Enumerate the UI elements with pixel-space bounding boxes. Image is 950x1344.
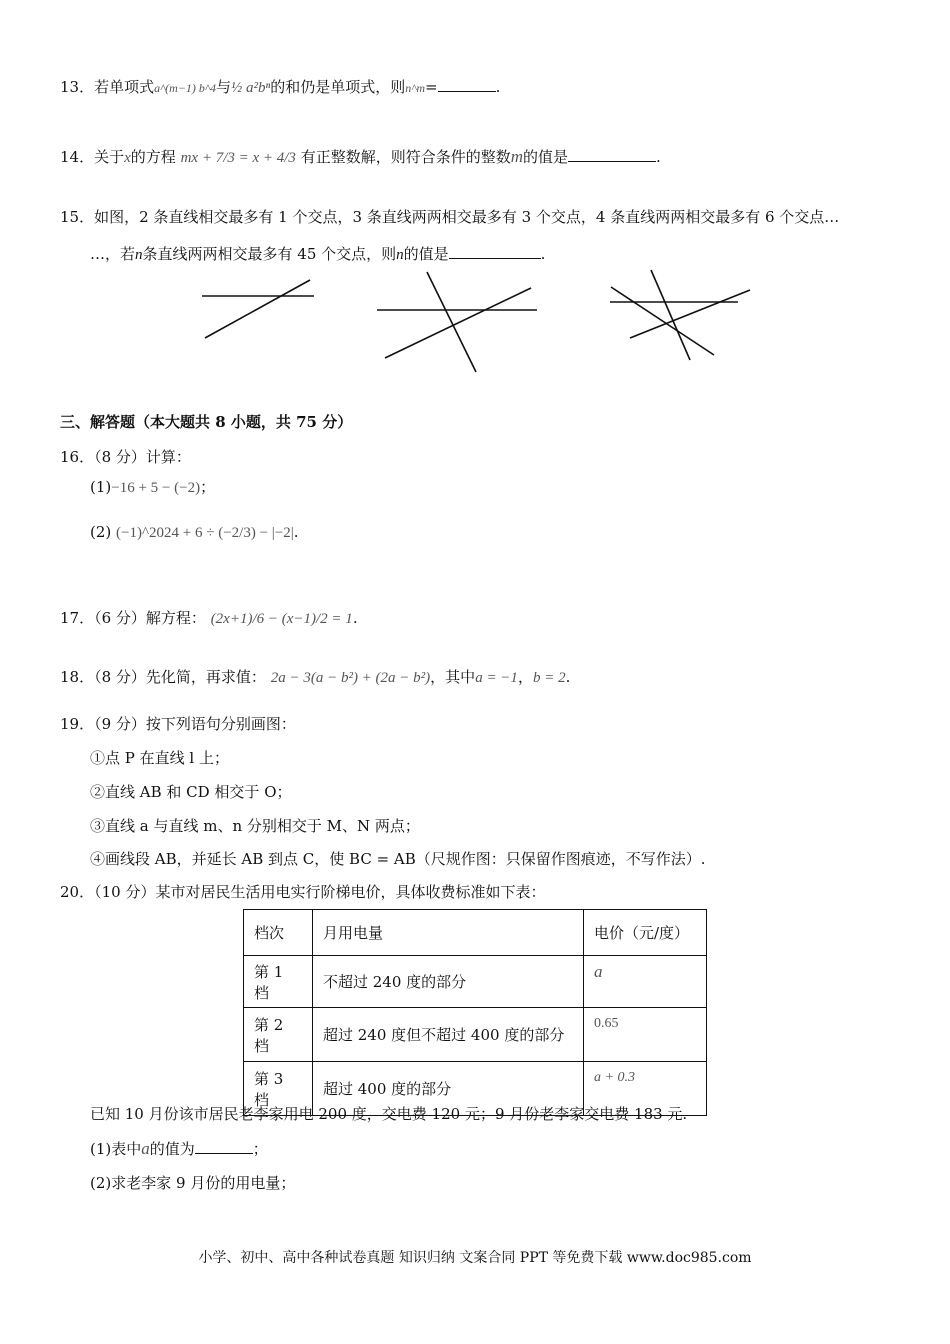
cell: a + 0.3 bbox=[584, 1062, 707, 1116]
cell: 超过 240 度但不超过 400 度的部分 bbox=[313, 1008, 584, 1062]
q20-part1 bbox=[90, 1138, 268, 1159]
q19-item: ④画线段 AB，并延长 AB 到点 C，使 BC = AB（尺规作图：只保留作图痕迹，不写作法）. bbox=[90, 850, 706, 868]
text: (2) bbox=[90, 523, 112, 541]
text: 如图，2 条直线相交最多有 1 个交点，3 条直线两两相交最多有 3 个交点，4 条直线两两相交最多有 6 个交点… bbox=[94, 208, 840, 226]
math: n bbox=[135, 247, 143, 263]
math: b = 2 bbox=[532, 670, 566, 686]
text: = bbox=[425, 78, 438, 96]
q20-info: 已知 10 月份该市居民老李家用电 200 度，交电费 120 元；9 月份老李家交电费 183 元. bbox=[90, 1105, 688, 1123]
text: 若单项式 bbox=[94, 78, 155, 96]
q-number: 13． bbox=[60, 78, 95, 96]
text: （8 分）先化简，再求值： bbox=[94, 668, 266, 686]
question-18 bbox=[60, 666, 570, 687]
text: . bbox=[495, 78, 501, 96]
math: x bbox=[124, 150, 131, 166]
electricity-price-table bbox=[243, 909, 707, 1116]
question-19 bbox=[60, 713, 296, 734]
figure-4-lines bbox=[610, 270, 750, 360]
math: ½ a²bⁿ bbox=[231, 80, 271, 96]
text: ， bbox=[517, 668, 533, 686]
math: −16 + 5 − (−2) bbox=[111, 480, 201, 496]
text: 的方程 bbox=[130, 148, 176, 166]
table-header-row bbox=[244, 910, 707, 956]
q16-part1 bbox=[90, 476, 215, 497]
header-cell: 档次 bbox=[244, 910, 313, 956]
q19-item: ③直线 a 与直线 m、n 分别相交于 M、N 两点； bbox=[90, 817, 420, 835]
cell: 不超过 240 度的部分 bbox=[313, 956, 584, 1008]
answer-blank bbox=[195, 1139, 253, 1154]
text: (1) bbox=[90, 478, 112, 496]
math: a^(m−1) b^4 bbox=[154, 81, 216, 95]
q-number: 14． bbox=[60, 148, 95, 166]
q-number: 17． bbox=[60, 609, 95, 627]
math: (2x+1)/6 − (x−1)/2 = 1 bbox=[210, 611, 353, 627]
cell: 超过 400 度的部分 bbox=[313, 1062, 584, 1116]
cell: a bbox=[584, 956, 707, 1008]
text: ； bbox=[252, 1140, 268, 1158]
math: m bbox=[510, 147, 524, 166]
q-number: 19． bbox=[60, 715, 95, 733]
math: n bbox=[396, 247, 404, 263]
q-number: 16． bbox=[60, 448, 95, 466]
text: . bbox=[293, 523, 299, 541]
question-17 bbox=[60, 607, 358, 628]
header-cell: 电价（元/度） bbox=[584, 910, 707, 956]
text: 的值是 bbox=[523, 148, 569, 166]
intersecting-lines-figures bbox=[0, 0, 950, 400]
text: 关于 bbox=[94, 148, 125, 166]
q-number: 20． bbox=[60, 883, 95, 901]
table-row bbox=[244, 1008, 707, 1062]
header-cell: 月用电量 bbox=[313, 910, 584, 956]
table-row bbox=[244, 956, 707, 1008]
q-number: 18． bbox=[60, 668, 95, 686]
section-3-heading: 三、解答题（本大题共 8 小题，共 75 分） bbox=[60, 413, 353, 431]
math: 2a − 3(a − b²) + (2a − b²) bbox=[270, 670, 431, 686]
text: ，其中 bbox=[430, 668, 476, 686]
math: a bbox=[141, 1139, 150, 1158]
text: …，若 bbox=[90, 245, 136, 263]
text: （8 分）计算： bbox=[94, 448, 191, 466]
math: (−1)^2024 + 6 ÷ (−2/3) − |−2| bbox=[116, 525, 294, 541]
text: 的值是 bbox=[403, 245, 449, 263]
figure-3-lines bbox=[377, 272, 537, 372]
text: . bbox=[656, 148, 661, 166]
text: 的值为 bbox=[149, 1140, 195, 1158]
text: ； bbox=[200, 478, 216, 496]
page-footer: 小学、初中、高中各种试卷真题 知识归纳 文案合同 PPT 等免费下载 www.doc985.com bbox=[198, 1250, 752, 1266]
text: 的和仍是单项式，则 bbox=[270, 78, 406, 96]
q-number: 15． bbox=[60, 208, 95, 226]
text: （9 分）按下列语句分别画图： bbox=[94, 715, 296, 733]
q19-item: ②直线 AB 和 CD 相交于 O； bbox=[90, 783, 292, 801]
math: n^m bbox=[405, 81, 425, 95]
text: . bbox=[540, 245, 546, 263]
text: 有正整数解，则符合条件的整数 bbox=[300, 148, 511, 166]
question-16 bbox=[60, 446, 191, 467]
figure-2-lines bbox=[202, 280, 314, 338]
q16-part2 bbox=[90, 523, 299, 542]
text: (1)表中 bbox=[90, 1140, 142, 1158]
q19-item: ①点 P 在直线 l 上； bbox=[90, 749, 229, 767]
text: 条直线两两相交最多有 45 个交点，则 bbox=[142, 245, 397, 263]
math: a = −1 bbox=[475, 670, 518, 686]
math: mx + 7/3 = x + 4/3 bbox=[180, 150, 296, 166]
cell: 0.65 bbox=[584, 1008, 707, 1062]
cell: 第 3 档 bbox=[244, 1062, 313, 1116]
text: 与 bbox=[216, 78, 232, 96]
text: . bbox=[565, 668, 571, 686]
q20-part2: (2)求老李家 9 月份的用电量； bbox=[90, 1174, 296, 1192]
text: （6 分）解方程： bbox=[94, 609, 206, 627]
text: （10 分）某市对居民生活用电实行阶梯电价，具体收费标准如下表： bbox=[94, 883, 546, 901]
cell: 第 2 档 bbox=[244, 1008, 313, 1062]
cell: 第 1 档 bbox=[244, 956, 313, 1008]
question-20 bbox=[60, 881, 545, 902]
text: . bbox=[352, 609, 358, 627]
